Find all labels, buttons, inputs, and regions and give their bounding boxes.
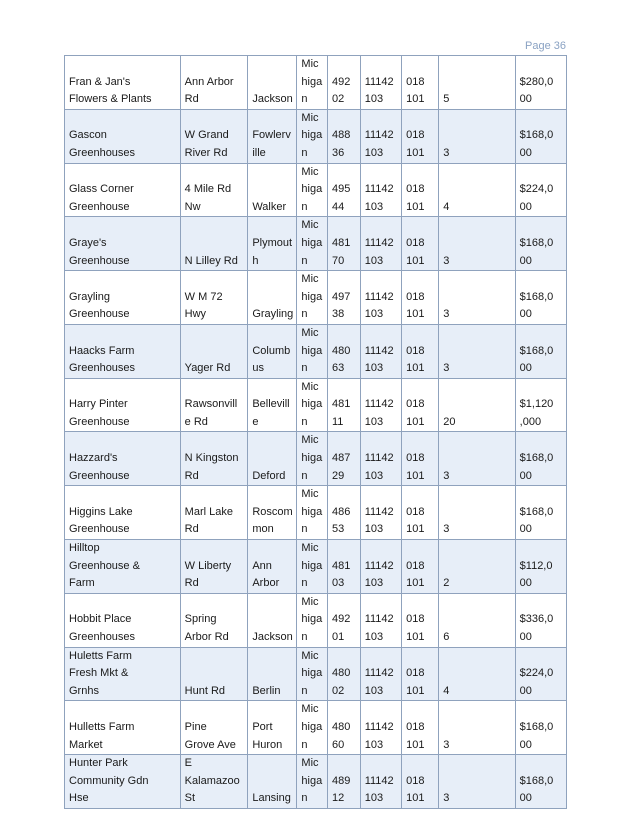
code-a-cell: 11142 103	[360, 109, 401, 163]
amount-cell: $280,0 00	[515, 56, 566, 110]
code-a-cell: 11142 103	[360, 163, 401, 217]
count-cell: 3	[439, 432, 515, 486]
zip-cell: 487 29	[327, 432, 360, 486]
code-a-cell: 11142 103	[360, 593, 401, 647]
street-cell: W Grand River Rd	[180, 109, 248, 163]
city-cell: Lansing	[248, 755, 297, 809]
business-name-cell: Hazzard's Greenhouse	[65, 432, 181, 486]
amount-cell: $112,0 00	[515, 540, 566, 594]
city-cell: Jackson	[248, 593, 297, 647]
business-name-cell: Hobbit Place Greenhouses	[65, 593, 181, 647]
count-cell: 4	[439, 647, 515, 701]
street-cell: Pine Grove Ave	[180, 701, 248, 755]
table-row	[65, 593, 567, 647]
street-cell: Marl Lake Rd	[180, 486, 248, 540]
zip-cell: 492 02	[327, 56, 360, 110]
table-row	[65, 109, 567, 163]
code-a-cell: 11142 103	[360, 56, 401, 110]
business-name-cell: Fran & Jan's Flowers & Plants	[65, 56, 181, 110]
street-cell: W Liberty Rd	[180, 540, 248, 594]
business-name-cell: Haacks Farm Greenhouses	[65, 324, 181, 378]
amount-cell: $168,0 00	[515, 432, 566, 486]
business-name-cell: Glass Corner Greenhouse	[65, 163, 181, 217]
zip-cell: 480 60	[327, 701, 360, 755]
count-cell: 6	[439, 593, 515, 647]
count-cell: 4	[439, 163, 515, 217]
state-cell: Mic higa n	[297, 593, 328, 647]
table-body	[65, 56, 567, 809]
city-cell: Berlin	[248, 647, 297, 701]
zip-cell: 480 63	[327, 324, 360, 378]
code-b-cell: 018 101	[402, 56, 439, 110]
state-cell: Mic higa n	[297, 324, 328, 378]
table-row	[65, 432, 567, 486]
table-row	[65, 217, 567, 271]
zip-cell: 486 53	[327, 486, 360, 540]
city-cell: Walker	[248, 163, 297, 217]
code-a-cell: 11142 103	[360, 701, 401, 755]
state-cell: Mic higa n	[297, 271, 328, 325]
code-a-cell: 11142 103	[360, 486, 401, 540]
code-b-cell: 018 101	[402, 540, 439, 594]
state-cell: Mic higa n	[297, 432, 328, 486]
state-cell: Mic higa n	[297, 540, 328, 594]
code-a-cell: 11142 103	[360, 271, 401, 325]
city-cell: Bellevill e	[248, 378, 297, 432]
amount-cell: $168,0 00	[515, 109, 566, 163]
code-b-cell: 018 101	[402, 271, 439, 325]
amount-cell: $168,0 00	[515, 324, 566, 378]
street-cell: Yager Rd	[180, 324, 248, 378]
city-cell: Jackson	[248, 56, 297, 110]
zip-cell: 480 02	[327, 647, 360, 701]
table-row	[65, 56, 567, 110]
count-cell: 2	[439, 540, 515, 594]
business-name-cell: Harry Pinter Greenhouse	[65, 378, 181, 432]
code-b-cell: 018 101	[402, 701, 439, 755]
street-cell: 4 Mile Rd Nw	[180, 163, 248, 217]
state-cell: Mic higa n	[297, 755, 328, 809]
business-name-cell: Hilltop Greenhouse & Farm	[65, 540, 181, 594]
amount-cell: $1,120 ,000	[515, 378, 566, 432]
zip-cell: 492 01	[327, 593, 360, 647]
code-b-cell: 018 101	[402, 163, 439, 217]
city-cell: Roscom mon	[248, 486, 297, 540]
table-row	[65, 163, 567, 217]
city-cell: Grayling	[248, 271, 297, 325]
table-row	[65, 324, 567, 378]
city-cell: Plymout h	[248, 217, 297, 271]
state-cell: Mic higa n	[297, 486, 328, 540]
city-cell: Port Huron	[248, 701, 297, 755]
code-b-cell: 018 101	[402, 217, 439, 271]
state-cell: Mic higa n	[297, 56, 328, 110]
code-a-cell: 11142 103	[360, 647, 401, 701]
amount-cell: $168,0 00	[515, 701, 566, 755]
code-a-cell: 11142 103	[360, 432, 401, 486]
count-cell: 5	[439, 56, 515, 110]
street-cell: N Lilley Rd	[180, 217, 248, 271]
page-number: Page 36	[525, 40, 566, 52]
table-row	[65, 647, 567, 701]
zip-cell: 495 44	[327, 163, 360, 217]
code-b-cell: 018 101	[402, 378, 439, 432]
zip-cell: 488 36	[327, 109, 360, 163]
zip-cell: 481 11	[327, 378, 360, 432]
street-cell: Rawsonvill e Rd	[180, 378, 248, 432]
table-row	[65, 755, 567, 809]
table-row	[65, 540, 567, 594]
count-cell: 3	[439, 486, 515, 540]
state-cell: Mic higa n	[297, 163, 328, 217]
count-cell: 3	[439, 755, 515, 809]
count-cell: 3	[439, 217, 515, 271]
table-row	[65, 486, 567, 540]
count-cell: 3	[439, 701, 515, 755]
code-b-cell: 018 101	[402, 324, 439, 378]
business-name-cell: Hunter Park Community Gdn Hse	[65, 755, 181, 809]
amount-cell: $168,0 00	[515, 755, 566, 809]
zip-cell: 481 03	[327, 540, 360, 594]
state-cell: Mic higa n	[297, 378, 328, 432]
business-name-cell: Gascon Greenhouses	[65, 109, 181, 163]
amount-cell: $336,0 00	[515, 593, 566, 647]
count-cell: 3	[439, 324, 515, 378]
city-cell: Fowlerv ille	[248, 109, 297, 163]
code-a-cell: 11142 103	[360, 217, 401, 271]
street-cell: N Kingston Rd	[180, 432, 248, 486]
street-cell: E Kalamazoo St	[180, 755, 248, 809]
business-name-cell: Graye's Greenhouse	[65, 217, 181, 271]
state-cell: Mic higa n	[297, 217, 328, 271]
zip-cell: 497 38	[327, 271, 360, 325]
business-name-cell: Higgins Lake Greenhouse	[65, 486, 181, 540]
count-cell: 3	[439, 109, 515, 163]
city-cell: Deford	[248, 432, 297, 486]
count-cell: 20	[439, 378, 515, 432]
street-cell: Hunt Rd	[180, 647, 248, 701]
street-cell: Spring Arbor Rd	[180, 593, 248, 647]
count-cell: 3	[439, 271, 515, 325]
table-row	[65, 701, 567, 755]
code-b-cell: 018 101	[402, 486, 439, 540]
state-cell: Mic higa n	[297, 109, 328, 163]
code-a-cell: 11142 103	[360, 378, 401, 432]
code-a-cell: 11142 103	[360, 755, 401, 809]
zip-cell: 489 12	[327, 755, 360, 809]
amount-cell: $168,0 00	[515, 217, 566, 271]
code-b-cell: 018 101	[402, 755, 439, 809]
table-row	[65, 378, 567, 432]
code-b-cell: 018 101	[402, 432, 439, 486]
zip-cell: 481 70	[327, 217, 360, 271]
business-name-cell: Hulletts Farm Market	[65, 701, 181, 755]
code-a-cell: 11142 103	[360, 540, 401, 594]
state-cell: Mic higa n	[297, 647, 328, 701]
business-name-cell: Grayling Greenhouse	[65, 271, 181, 325]
street-cell: W M 72 Hwy	[180, 271, 248, 325]
state-cell: Mic higa n	[297, 701, 328, 755]
code-b-cell: 018 101	[402, 593, 439, 647]
code-a-cell: 11142 103	[360, 324, 401, 378]
code-b-cell: 018 101	[402, 109, 439, 163]
listing-table	[64, 55, 567, 809]
amount-cell: $224,0 00	[515, 647, 566, 701]
street-cell: Ann Arbor Rd	[180, 56, 248, 110]
code-b-cell: 018 101	[402, 647, 439, 701]
city-cell: Ann Arbor	[248, 540, 297, 594]
amount-cell: $224,0 00	[515, 163, 566, 217]
amount-cell: $168,0 00	[515, 486, 566, 540]
city-cell: Columb us	[248, 324, 297, 378]
business-name-cell: Huletts Farm Fresh Mkt & Grnhs	[65, 647, 181, 701]
table-row	[65, 271, 567, 325]
amount-cell: $168,0 00	[515, 271, 566, 325]
